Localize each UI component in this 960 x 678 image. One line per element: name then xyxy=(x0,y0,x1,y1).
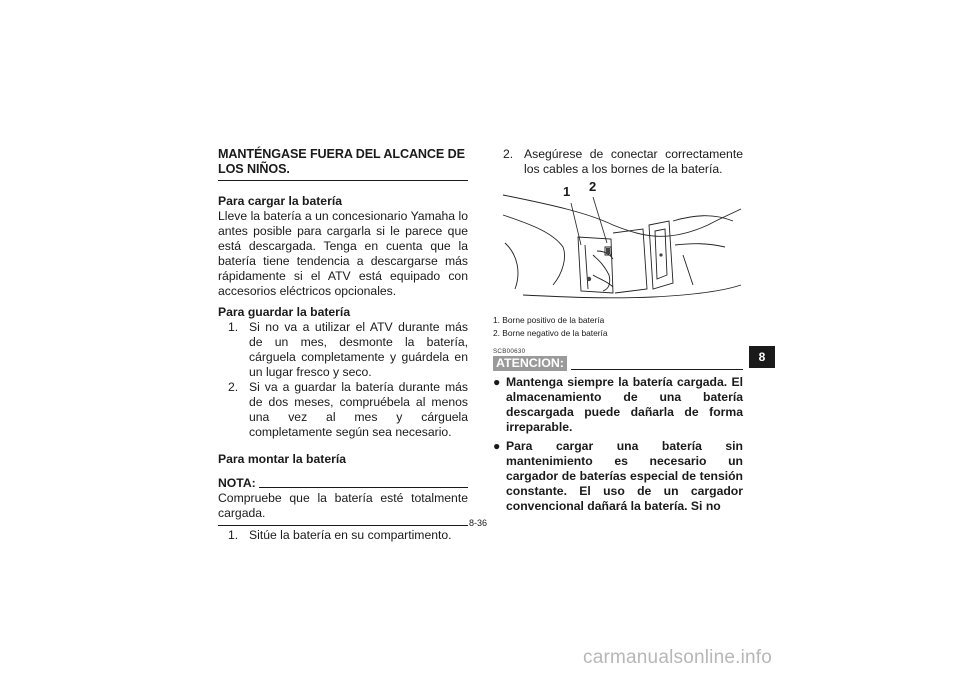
atencion-header xyxy=(493,356,743,371)
mount-title: Para montar la batería xyxy=(218,452,347,466)
callout-1: 1 xyxy=(563,184,571,199)
charge-text: Lleve la batería a un concesionario Yamaha lo antes posible para cargarla si le parece que está descargada. Tenga en cuenta que la batería tiene tendencia a descargarse más rápidamente si el ATV está equipado con accesorios eléctricos opcionales. xyxy=(218,209,468,298)
figure-caption xyxy=(493,314,743,340)
nota-header xyxy=(218,476,468,491)
atencion-divider xyxy=(571,369,743,370)
callout-2: 2 xyxy=(589,179,597,194)
right-column xyxy=(493,147,743,514)
store-title: Para guardar la batería xyxy=(218,305,351,319)
bullet-icon: ● xyxy=(493,439,501,453)
caption-positive-terminal: 1. Borne positivo de la batería xyxy=(493,315,605,325)
list-item: 2. Asegúrese de conectar correctamente los cables a los bornes de la batería. xyxy=(503,147,743,176)
reference-code: SCB00630 xyxy=(493,348,526,355)
list-item: 1. Si no va a utilizar el ATV durante más de un mes, desmonte la batería, cárguela completamente y guárdela en un lugar fresco y seco. xyxy=(228,320,468,379)
battery-illustration xyxy=(493,185,743,310)
left-column xyxy=(218,147,468,543)
atencion-label: ATENCION: xyxy=(493,356,567,371)
nota-divider xyxy=(259,487,468,488)
caption-negative-terminal: 2. Borne negativo de la batería xyxy=(493,328,608,338)
nota-end-divider xyxy=(218,525,468,526)
watermark: carmanualsonline.info xyxy=(583,647,773,668)
page-number: 8-36 xyxy=(469,518,488,528)
caution-bullet: ● Mantenga siempre la batería cargada. El almacenamiento de una batería descargada puede dañarla de forma irreparable. xyxy=(493,375,743,434)
list-item: 1. Sitúe la batería en su compartimento. xyxy=(228,528,452,542)
caution-bullet: ● Para cargar una batería sin mantenimiento es necesario un cargador de baterías especial de tensión constante. El uso de un cargador convencional dañará la batería. Si no xyxy=(493,439,743,513)
nota-label: NOTA: xyxy=(218,476,256,490)
nota-text: Compruebe que la batería esté totalmente cargada. xyxy=(218,491,468,520)
section-tab: 8 xyxy=(749,346,775,368)
warning-heading: MANTÉNGASE FUERA DEL ALCANCE DE LOS NIÑOS. xyxy=(218,147,468,181)
list-item: 2. Si va a guardar la batería durante más de dos meses, compruébela al menos una vez al mes y cárguela completamente según sea necesario. xyxy=(228,380,468,439)
battery-figure xyxy=(493,179,743,310)
bullet-icon: ● xyxy=(493,375,501,389)
charge-title: Para cargar la batería xyxy=(218,194,342,208)
